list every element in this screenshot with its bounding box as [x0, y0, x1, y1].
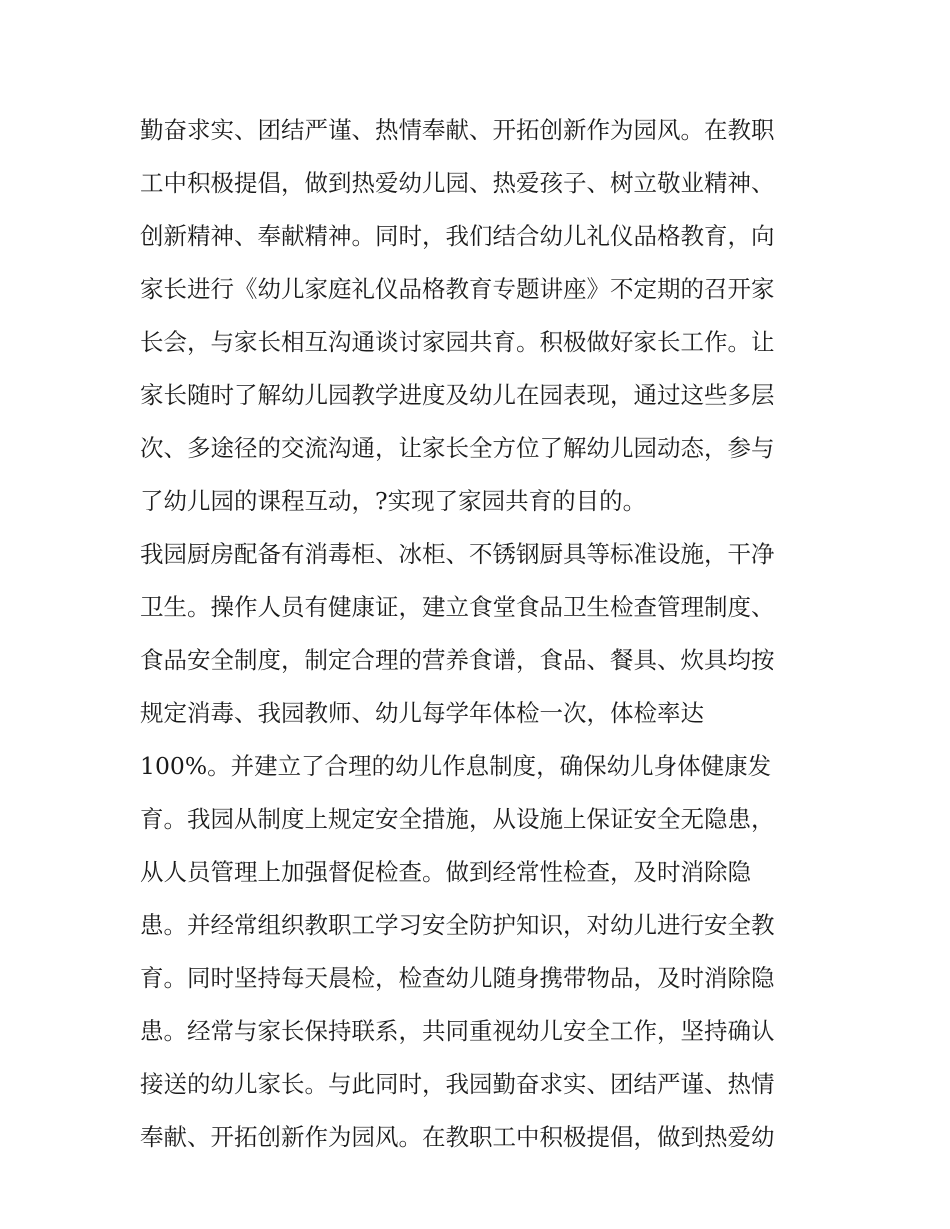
text-line: 工中积极提倡，做到热爱幼儿园、热爱孩子、树立敬业精神、 — [140, 169, 775, 197]
text-line: 卫生。操作人员有健康证，建立食堂食品卫生检查管理制度、 — [140, 593, 775, 621]
text-line: 食品安全制度，制定合理的营养食谱，食品、餐具、炊具均按 — [140, 646, 775, 674]
text-line: 从人员管理上加强督促检查。做到经常性检查，及时消除隐 — [140, 858, 751, 886]
text-line: 长会，与家长相互沟通谈讨家园共育。积极做好家长工作。让 — [140, 328, 775, 356]
text-line: 我园厨房配备有消毒柜、冰柜、不锈钢厨具等标准设施，干净 — [140, 540, 775, 568]
text-line: 规定消毒、我园教师、幼儿每学年体检一次，体检率达 — [140, 699, 704, 727]
text-line: 接送的幼儿家长。与此同时，我园勤奋求实、团结严谨、热情 — [140, 1070, 775, 1098]
text-line: 家长进行《幼儿家庭礼仪品格教育专题讲座》不定期的召开家 — [140, 275, 775, 303]
text-line: 100%。并建立了合理的幼儿作息制度，确保幼儿身体健康发 — [140, 752, 772, 780]
body-text — [140, 104, 820, 1164]
text-line: 了幼儿园的课程互动，?实现了家园共育的目的。 — [140, 487, 647, 515]
text-line: 创新精神、奉献精神。同时，我们结合幼儿礼仪品格教育，向 — [140, 222, 775, 250]
text-line: 奉献、开拓创新作为园风。在教职工中积极提倡，做到热爱幼 — [140, 1123, 775, 1151]
text-line: 家长随时了解幼儿园教学进度及幼儿在园表现，通过这些多层 — [140, 381, 775, 409]
text-line: 患。并经常组织教职工学习安全防护知识，对幼儿进行安全教 — [140, 911, 775, 939]
text-line: 患。经常与家长保持联系，共同重视幼儿安全工作，坚持确认 — [140, 1017, 775, 1045]
text-line: 育。我园从制度上规定安全措施，从设施上保证安全无隐患， — [140, 805, 775, 833]
text-line: 次、多途径的交流沟通，让家长全方位了解幼儿园动态，参与 — [140, 434, 775, 462]
text-line: 育。同时坚持每天晨检，检查幼儿随身携带物品，及时消除隐 — [140, 964, 775, 992]
text-line: 勤奋求实、团结严谨、热情奉献、开拓创新作为园风。在教职 — [140, 116, 775, 144]
